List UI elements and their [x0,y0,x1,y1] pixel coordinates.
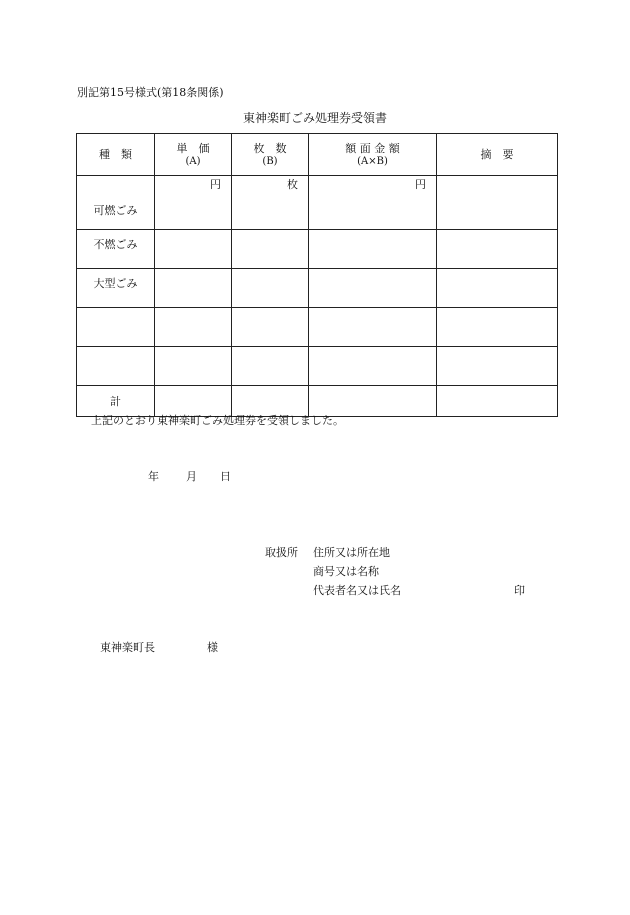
total-row [77,386,558,417]
face-amount-cell[interactable] [309,176,437,230]
table-row [77,269,558,308]
header-count-sub: (B) [262,155,278,167]
header-kind [77,134,155,176]
date-month-label: 月 [186,470,197,483]
count-cell[interactable] [232,176,309,230]
kind-cell: 大型ごみ [77,269,155,308]
total-face-amount-cell[interactable] [309,386,437,417]
table-row [77,347,558,386]
header-face-amount [309,134,437,176]
unit-price-cell[interactable] [155,347,232,386]
count-cell[interactable] [232,269,309,308]
total-count-cell[interactable] [232,386,309,417]
sheet-unit: 枚 [287,178,298,191]
unit-price-cell[interactable] [155,230,232,269]
receipt-statement: 上記のとおり東神楽町ごみ処理券を受領しました。 [91,414,344,427]
header-unit-price-label: 単 価 [176,141,210,155]
table-row [77,308,558,347]
header-remarks [437,134,558,176]
header-face-amount-label: 額 面 金 額 [345,141,400,155]
addressee-honorific: 様 [207,641,218,654]
addressee-mayor: 東神楽町長 [100,641,155,654]
header-unit-price-sub: (A) [185,155,201,167]
date-year-label: 年 [148,470,159,483]
remarks-cell[interactable] [437,269,558,308]
face-amount-cell[interactable] [309,269,437,308]
count-cell[interactable] [232,347,309,386]
kind-cell[interactable] [77,347,155,386]
document-title: 東神楽町ごみ処理券受領書 [242,111,387,125]
yen-unit: 円 [210,178,221,191]
total-label: 計 [77,386,155,417]
header-face-amount-sub: (A×B) [357,155,388,167]
date-day-label: 日 [220,470,231,483]
total-remarks-cell[interactable] [437,386,558,417]
remarks-cell[interactable] [437,230,558,269]
business-name-label: 商号又は名称 [313,565,379,578]
count-cell[interactable] [232,308,309,347]
total-unit-price-cell[interactable] [155,386,232,417]
unit-price-cell[interactable] [155,308,232,347]
remarks-cell[interactable] [437,308,558,347]
form-number-label: 別記第15号様式(第18条関係) [77,86,224,99]
address-label: 住所又は所在地 [313,546,390,559]
header-count-label: 枚 数 [253,141,287,155]
remarks-cell[interactable] [437,347,558,386]
header-unit-price [155,134,232,176]
kind-cell: 可燃ごみ [77,176,155,230]
header-remarks-label: 摘 要 [480,148,514,161]
header-count [232,134,309,176]
yen-unit: 円 [415,178,426,191]
remarks-cell[interactable] [437,176,558,230]
unit-price-cell[interactable] [155,176,232,230]
representative-label: 代表者名又は氏名 [313,584,401,597]
count-cell[interactable] [232,230,309,269]
table-row [77,230,558,269]
receipt-table [76,133,558,417]
face-amount-cell[interactable] [309,230,437,269]
table-header-row [77,134,558,176]
kind-cell: 不燃ごみ [77,230,155,269]
handler-label: 取扱所 [265,546,298,559]
header-kind-label: 種 類 [99,148,132,161]
kind-cell[interactable] [77,308,155,347]
seal-mark: 印 [514,584,525,597]
face-amount-cell[interactable] [309,347,437,386]
unit-price-cell[interactable] [155,269,232,308]
face-amount-cell[interactable] [309,308,437,347]
table-row [77,176,558,230]
